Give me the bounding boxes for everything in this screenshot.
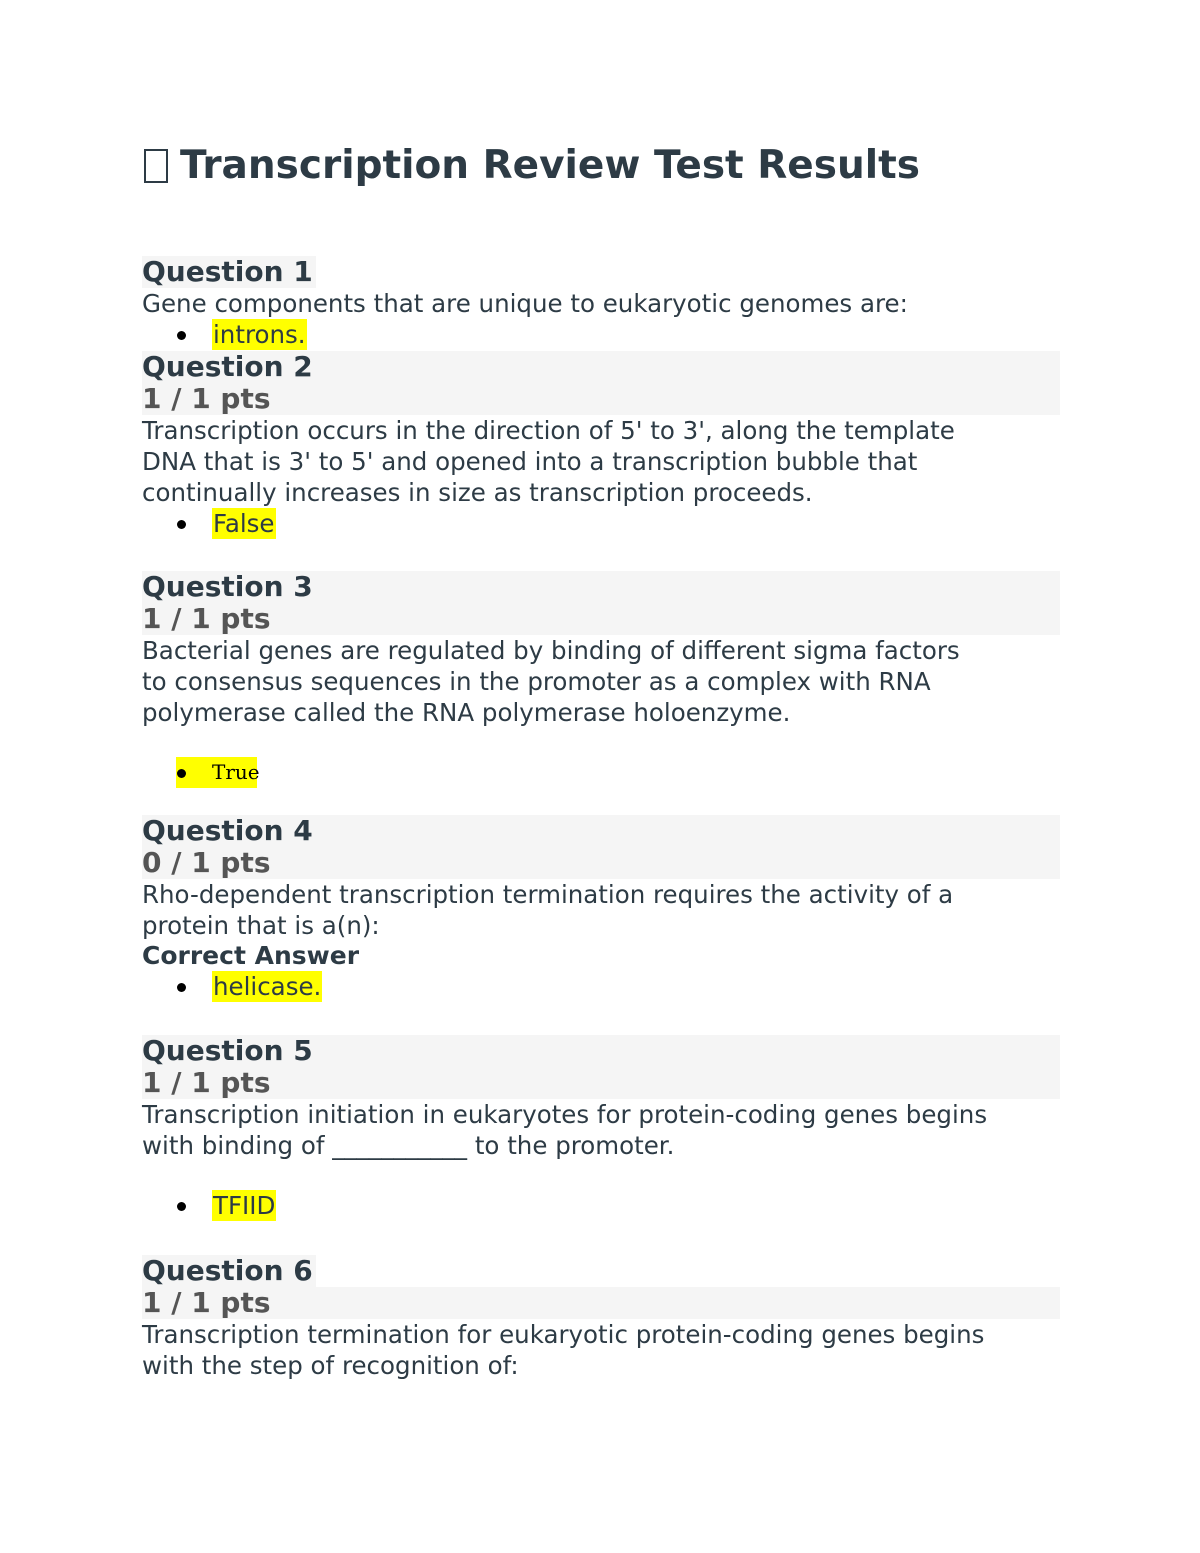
question-title: Question 2 (142, 350, 313, 383)
answer-text: True (212, 760, 260, 784)
question-text-line: DNA that is 3' to 5' and opened into a transcription bubble that (142, 447, 918, 476)
question-text-line: Bacterial genes are regulated by binding of different sigma factors (142, 636, 960, 665)
answer-item (142, 757, 1060, 788)
question-text-line: to consensus sequences in the promoter as a complex with RNA (142, 667, 931, 696)
question-text-line: Rho-dependent transcription termination requires the activity of a (142, 880, 954, 909)
question-text-line: with the step of recognition of: (142, 1351, 519, 1380)
question-header (142, 1035, 1060, 1099)
answer-text: helicase. (213, 972, 322, 1001)
question-points: 1 / 1 pts (142, 602, 271, 635)
question-points: 1 / 1 pts (142, 1286, 271, 1319)
question-title: Question 6 (142, 1254, 313, 1287)
correct-answer-label: Correct Answer (142, 941, 360, 970)
answer-text: False (213, 509, 275, 538)
question-text-line: with binding of ___________ to the promoter. (142, 1131, 675, 1160)
question-header (142, 815, 1060, 879)
bullet-icon (177, 1202, 186, 1211)
question-1 (142, 256, 1060, 350)
question-text-line: continually increases in size as transcription proceeds. (142, 478, 813, 507)
question-title: Question 4 (142, 814, 313, 847)
checklist-icon (144, 149, 168, 183)
question-points: 0 / 1 pts (142, 846, 271, 879)
bullet-icon (177, 520, 186, 529)
question-header (142, 1255, 316, 1287)
question-header (142, 256, 316, 288)
question-points-row (142, 1287, 1060, 1319)
question-3 (142, 571, 1060, 788)
answer-item (142, 1190, 1060, 1221)
question-text: Gene components that are unique to eukaryotic genomes are: (142, 289, 908, 318)
bullet-icon (177, 983, 186, 992)
page-title-text: Transcription Review Test Results (180, 143, 920, 188)
answer-item (142, 971, 1060, 1002)
question-title: Question 1 (142, 255, 313, 288)
bullet-icon (177, 769, 186, 778)
answer-text: introns. (213, 320, 306, 349)
question-4 (142, 815, 1060, 1002)
question-points: 1 / 1 pts (142, 382, 271, 415)
question-header (142, 351, 1060, 415)
question-6 (142, 1255, 1060, 1381)
question-title: Question 3 (142, 570, 313, 603)
question-5 (142, 1035, 1060, 1221)
question-points: 1 / 1 pts (142, 1066, 271, 1099)
question-text-line: Transcription occurs in the direction of 5' to 3', along the template (142, 416, 955, 445)
question-text-line: polymerase called the RNA polymerase holoenzyme. (142, 698, 791, 727)
question-text-line: Transcription termination for eukaryotic protein-coding genes begins (142, 1320, 985, 1349)
question-2 (142, 351, 1060, 539)
bullet-icon (177, 331, 186, 340)
question-header (142, 571, 1060, 635)
page-title (142, 140, 920, 192)
question-title: Question 5 (142, 1034, 313, 1067)
answer-item (142, 508, 1060, 539)
question-text-line: protein that is a(n): (142, 911, 380, 940)
question-text-line: Transcription initiation in eukaryotes for protein-coding genes begins (142, 1100, 988, 1129)
answer-item (142, 319, 1060, 350)
answer-text: TFIID (213, 1191, 276, 1220)
